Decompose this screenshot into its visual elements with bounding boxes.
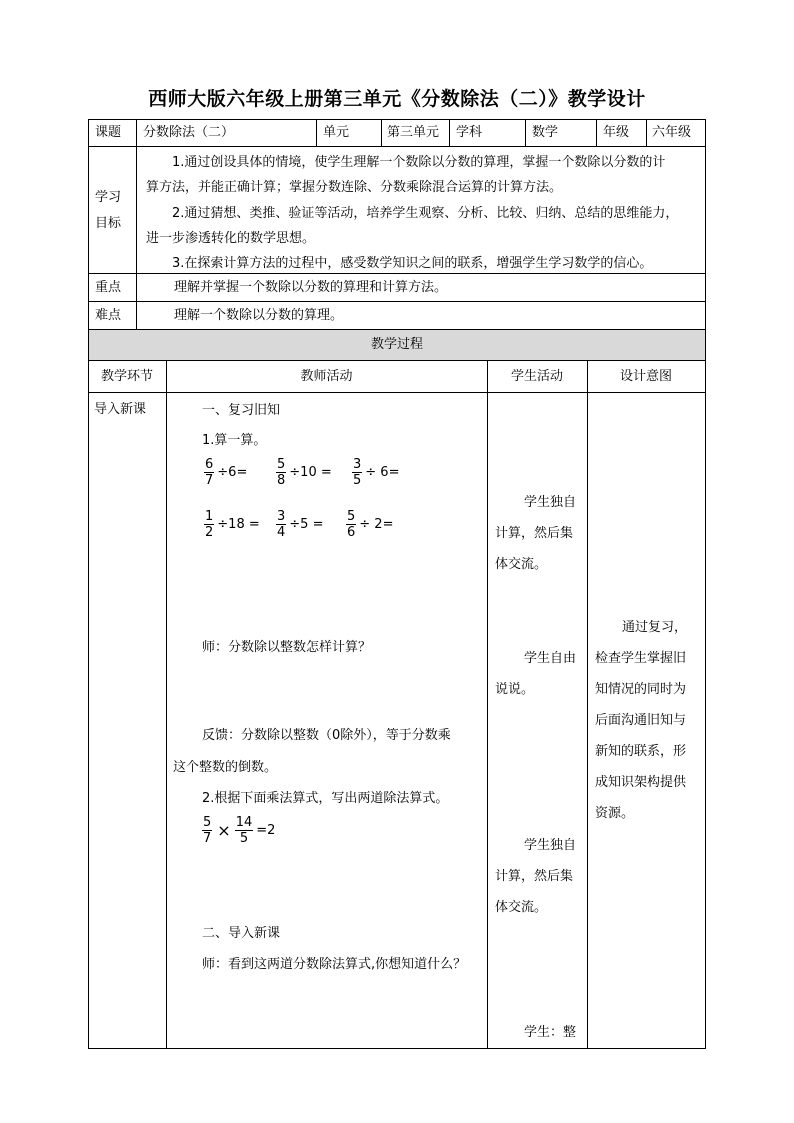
- numerator: 14: [235, 815, 253, 830]
- goal-line: 2.通过猜想、类推、验证等活动，培养学生观察、分析、比较、归纳、总结的思维能力，: [172, 206, 679, 221]
- exercise-rest: ÷5 =: [289, 517, 324, 532]
- goals-label-2: 目标: [95, 216, 122, 231]
- student-activity-line: 计算，然后集: [495, 526, 574, 541]
- exercise-rest: ÷ 2=: [359, 517, 394, 532]
- numerator: 5: [347, 509, 356, 524]
- exercise-rest: ÷6=: [217, 465, 248, 480]
- page-title: 西师大版六年级上册第三单元《分数除法（二）》教学设计: [148, 88, 646, 110]
- exercise-rest: ÷10 =: [289, 465, 332, 480]
- unit-value: 第三单元: [387, 125, 440, 140]
- student-activity-line: 体交流。: [495, 900, 548, 915]
- process-header: 教学过程: [370, 337, 423, 352]
- exercise: [204, 509, 260, 540]
- denominator: 5: [353, 473, 362, 488]
- expression-result: =2: [256, 823, 276, 838]
- times-sign: ×: [217, 821, 231, 840]
- exercise-rest: ÷ 6=: [365, 465, 400, 480]
- exercise: [276, 509, 323, 540]
- exercise: [276, 457, 332, 488]
- goal-line: 算方法，并能正确计算；掌握分数连除、分数乘除混合运算的计算方法。: [146, 180, 563, 195]
- goals-label-1: 学习: [95, 190, 122, 205]
- student-activity-line: 体交流。: [495, 557, 548, 572]
- student-activity-line: 学生独自: [524, 495, 577, 510]
- intent-line: 新知的联系，形: [595, 744, 687, 759]
- review-heading: 一、复习旧知: [202, 403, 281, 418]
- exercise: [352, 457, 399, 488]
- denominator: 2: [205, 525, 214, 540]
- numerator: 5: [277, 457, 286, 472]
- key-point-label: 重点: [95, 280, 122, 295]
- denominator: 7: [205, 473, 214, 488]
- unit-label: 单元: [323, 125, 350, 140]
- difficulty-label: 难点: [95, 308, 122, 323]
- intro-heading: 二、导入新课: [202, 926, 281, 941]
- intent-line: 资源。: [595, 806, 635, 821]
- key-point-text: 理解并掌握一个数除以分数的算理和计算方法。: [174, 280, 448, 295]
- question-2: 2.根据下面乘法算式，写出两道除法算式。: [202, 791, 449, 806]
- numerator: 6: [205, 457, 214, 472]
- grade-label: 年级: [603, 125, 630, 140]
- student-activity-line: 说说。: [495, 682, 535, 697]
- exercise: [204, 457, 247, 488]
- student-activity-line: 计算，然后集: [495, 869, 574, 884]
- student-activity-line: 学生自由: [524, 651, 577, 666]
- goal-line: 1.通过创设具体的情境，使学生理解一个数除以分数的算理，掌握一个数除以分数的计: [172, 155, 666, 170]
- intent-line: 通过复习，: [622, 620, 688, 635]
- topic-label: 课题: [95, 125, 122, 140]
- col-header-stage: 教学环节: [100, 369, 153, 384]
- goal-line: 进一步渗透转化的数学思想。: [146, 231, 316, 246]
- intent-line: 检查学生掌握旧: [595, 651, 687, 666]
- feedback-line-1: 反馈：分数除以整数（0除外），等于分数乘: [202, 728, 451, 743]
- multiplication-expression: [202, 815, 275, 846]
- numerator: 3: [353, 457, 362, 472]
- intent-line: 知情况的同时为: [595, 682, 687, 697]
- goal-line: 3.在探索计算方法的过程中，感受数学知识之间的联系，增强学生学习数学的信心。: [172, 256, 653, 271]
- question-1: 1.算一算。: [202, 433, 267, 448]
- grade-value: 六年级: [652, 125, 692, 140]
- col-header-teacher: 教师活动: [300, 369, 353, 384]
- difficulty-text: 理解一个数除以分数的算理。: [174, 308, 344, 323]
- exercise-rest: ÷18 =: [217, 517, 260, 532]
- exercise: [346, 509, 393, 540]
- col-header-intent: 设计意图: [619, 369, 672, 384]
- col-header-student: 学生活动: [510, 369, 563, 384]
- intro-question: 师：看到这两道分数除法算式,你想知道什么？: [202, 957, 467, 972]
- student-activity-line: 学生独自: [524, 838, 577, 853]
- numerator: 5: [203, 815, 212, 830]
- denominator: 4: [277, 525, 286, 540]
- denominator: 5: [239, 831, 249, 846]
- subject-label: 学科: [456, 125, 483, 140]
- numerator: 1: [205, 509, 214, 524]
- feedback-line-2: 这个整数的倒数。: [173, 760, 278, 775]
- intent-line: 成知识架构提供: [595, 775, 687, 790]
- student-activity-line: 学生：整: [524, 1025, 577, 1040]
- denominator: 7: [203, 831, 212, 846]
- topic-value: 分数除法（二）: [143, 125, 235, 140]
- denominator: 6: [347, 525, 356, 540]
- intent-line: 后面沟通旧知与: [595, 713, 687, 728]
- stage-label: 导入新课: [94, 402, 147, 417]
- teacher-question: 师：分数除以整数怎样计算？: [202, 640, 372, 655]
- subject-value: 数学: [532, 125, 559, 140]
- denominator: 8: [277, 473, 286, 488]
- numerator: 3: [277, 509, 286, 524]
